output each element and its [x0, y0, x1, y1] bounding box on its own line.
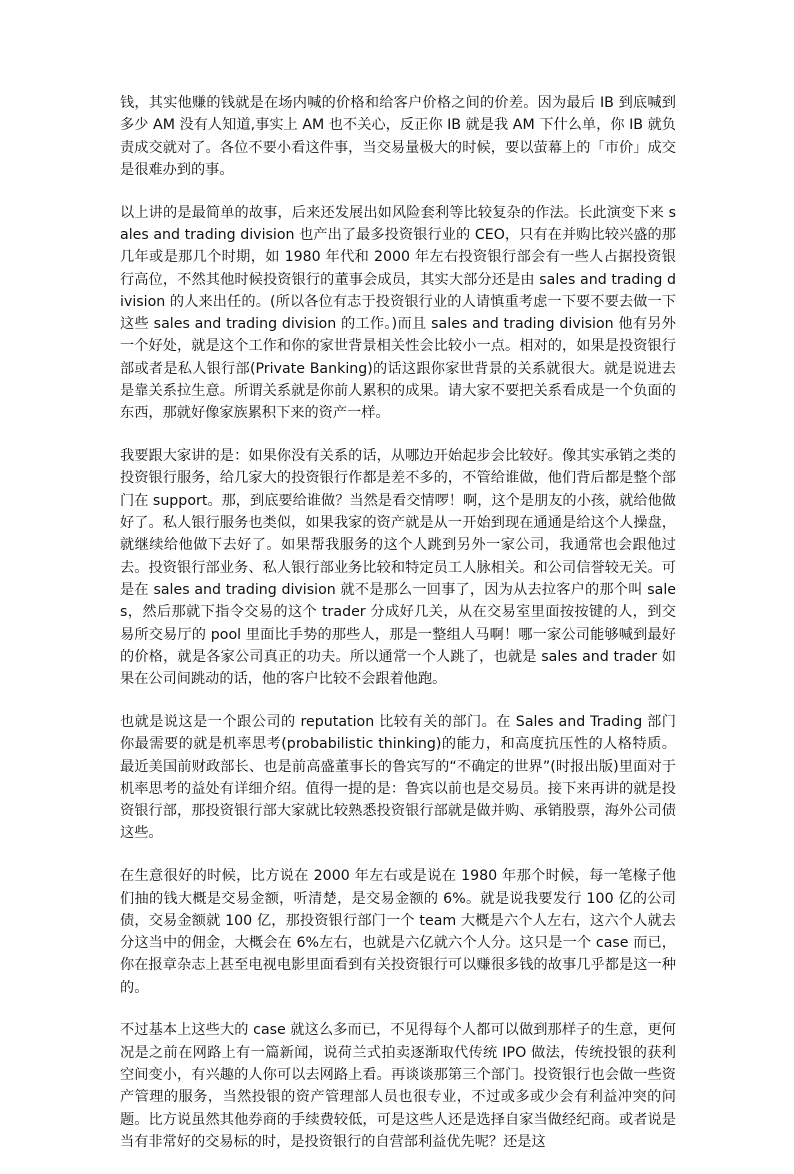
document-page: [120, 92, 676, 1174]
paragraph-relationships: 我要跟大家讲的是：如果你没有关系的话，从哪边开始起步会比较好。像其实承销之类的投资银行服务，给几家大的投资银行作都是差不多的，不管给谁做，他们背后都是整个部门在 support。那，到底要给谁做？当然是看交情啰！啊，这个是朋友的小孩，就给他做好了。私人银行服务也类似，如果我家的资产就是从一开始到现在通通是给这个人操盘，就继续给他做下去好了。如果帮我服务的这个人跳到另外一家公司，我通常也会跟他过去。投资银行部业务、私人银行部业务比较和特定员工人脉相关。和公司信誉较无关。可是在 sales and trading division 就不是那么一回事了，因为从去拉客户的那个叫 sales，然后那就下指令交易的这个 trader 分成好几关，从在交易室里面按按键的人，到交易所交易厅的 pool 里面比手势的那些人，那是一整组人马啊！哪一家公司能够喊到最好的价格，就是各家公司真正的功夫。所以通常一个人跳了，也就是 sales and trader 如果在公司间跳动的话，他的客户比较不会跟着他跑。: [120, 448, 676, 688]
paragraph-ib-am-spread: 钱，其实他赚的钱就是在场内喊的价格和给客户价格之间的价差。因为最后 IB 到底喊到多少 AM 没有人知道,事实上 AM 也不关心，反正你 IB 就是我 AM 下什么单，你 IB 就负责成交就对了。各位不要小看这件事，当交易量极大的时候，要以萤幕上的「市价」成交是很难办到的事。: [120, 95, 676, 178]
paragraph-investment-banking-fees: 在生意很好的时候，比方说在 2000 年左右或是说在 1980 年那个时候，每一笔椽子他们抽的钱大概是交易金额，听清楚，是交易金额的 6%。就是说我要发行 100 亿的公司债，交易金额就 100 亿，那投资银行部门一个 team 大概是六个人左右，这六个人就去分这当中的佣金，大概会在 6%左右，也就是六亿就六个人分。这只是一个 case 而已，你在报章杂志上甚至电视电影里面看到有关投资银行可以赚很多钱的故事几乎都是这一种的。: [120, 868, 676, 996]
paragraph-asset-management: 不过基本上这些大的 case 就这么多而已，不见得每个人都可以做到那样子的生意，更何况是之前在网路上有一篇新闻，说荷兰式拍卖逐渐取代传统 IPO 做法，传统投银的获利空间变小，有兴趣的人你可以去网路上看。再谈谈那第三个部门。投资银行也会做一些资产管理的服务，当然投银的资产管理部人员也很专业，不过或多或少会有利益冲突的问题。比方说虽然其他券商的手续费较低，可是这些人还是选择自家当做经纪商。或者说是当有非常好的交易标的时，是投资银行的自营部利益优先呢？还是这: [120, 1022, 676, 1150]
paragraph-sales-trading-history: 以上讲的是最简单的故事，后来还发展出如风险套利等比较复杂的作法。长此演变下来 sales and trading division 也产出了最多投资银行业的 CEO，只有在并购比较兴盛的那几年或是那几个时期，如 1980 年代和 2000 年左右投资银行部会有一些人占据投资银行高位，不然其他时候投资银行的董事会成员，其实大部分还是由 sales and trading division 的人来出任的。(所以各位有志于投资银行业的人请慎重考虑一下要不要去做一下这些 sales and trading division 的工作。)而且 sales and trading division 他有另外一个好处，就是这个工作和你的家世背景相关性会比较小一点。相对的，如果是投资银行部或者是私人银行部(Private Banking)的话这跟你家世背景的关系就很大。就是说进去是靠关系拉生意。所谓关系就是你前人累积的成果。请大家不要把关系看成是一个负面的东西，那就好像家族累积下来的资产一样。: [120, 204, 676, 422]
paragraph-reputation: 也就是说这是一个跟公司的 reputation 比较有关的部门。在 Sales and Trading 部门你最需要的就是机率思考(probabilistic thinking)的能力，和高度抗压性的人格特质。最近美国前财政部长、也是前高盛董事长的鲁宾写的“不确定的世界”(时报出版)里面对于机率思考的益处有详细介绍。值得一提的是：鲁宾以前也是交易员。接下来再讲的就是投资银行部，那投资银行部大家就比较熟悉投资银行部就是做并购、承销股票，海外公司债这些。: [120, 713, 676, 842]
